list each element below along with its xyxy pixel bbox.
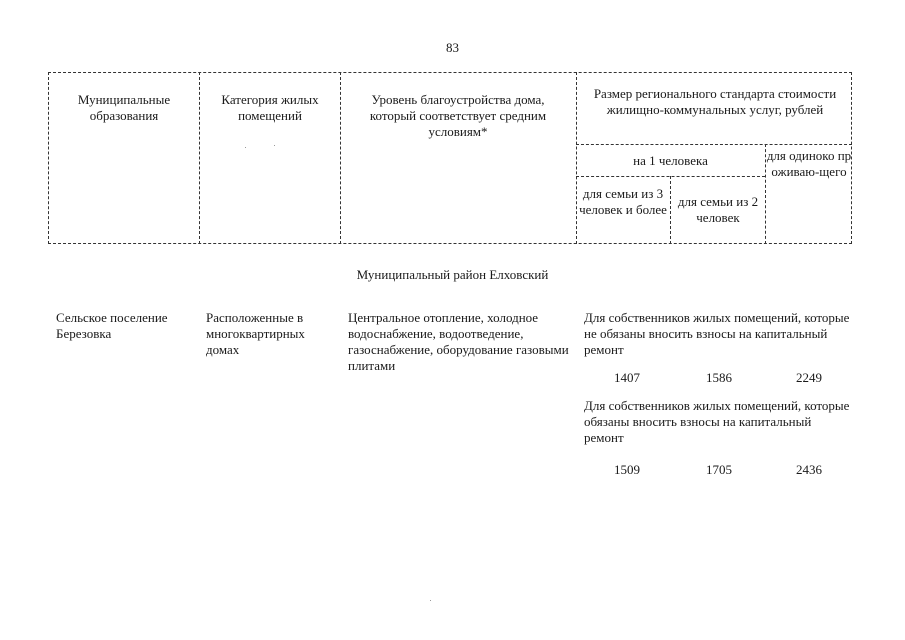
header-per-person: на 1 человека — [633, 153, 708, 168]
table-border-left — [48, 72, 49, 244]
group-value-1-family3: 1407 — [614, 370, 640, 385]
scan-speck — [245, 147, 246, 148]
header-level: Уровень благоустройства дома, который соответствует средним условиям* — [369, 92, 547, 139]
table-col-divider-1 — [199, 72, 200, 244]
header-table — [48, 72, 852, 244]
header-family2: для семьи из 2 человек — [677, 194, 759, 225]
table-border-top — [48, 72, 852, 73]
group-value-2-family2: 1705 — [706, 462, 732, 477]
header-category: Категория жилых помещений — [221, 92, 319, 123]
header-single: для одиноко проживаю-щего — [766, 148, 852, 179]
group-label-1: Для собственников жилых помещений, которые не обязаны вносить взносы на капитальный ремонт — [584, 310, 850, 357]
row-category: Расположенные в многоквартирных домах — [206, 310, 305, 357]
header-standard: Размер регионального стандарта стоимости жилищно-коммунальных услуг, рублей — [593, 86, 837, 117]
group-value-2-family3: 1509 — [614, 462, 640, 477]
scan-speck — [430, 600, 431, 601]
header-family3: для семьи из 3 человек и более — [579, 186, 667, 217]
page-number: 83 — [446, 40, 459, 55]
section-title: Муниципальный район Елховский — [356, 267, 549, 282]
row-municipality: Сельское поселение Березовка — [56, 310, 168, 341]
row-level: Центральное отопление, холодное водоснабжение, водоотведение, газоснабжение, оборудование газовыми плитами — [348, 310, 569, 373]
group-label-2: Для собственников жилых помещений, которые обязаны вносить взносы на капитальный ремонт — [584, 398, 850, 445]
table-border-bottom — [48, 243, 852, 244]
group-value-1-family2: 1586 — [706, 370, 732, 385]
table-col-divider-2 — [340, 72, 341, 244]
group-value-1-single: 2249 — [796, 370, 822, 385]
table-col-divider-4 — [670, 176, 671, 244]
header-municipal: Муниципальные образования — [77, 92, 171, 123]
group-value-2-single: 2436 — [796, 462, 822, 477]
table-divider-standard — [576, 144, 852, 145]
scan-speck — [274, 145, 275, 146]
